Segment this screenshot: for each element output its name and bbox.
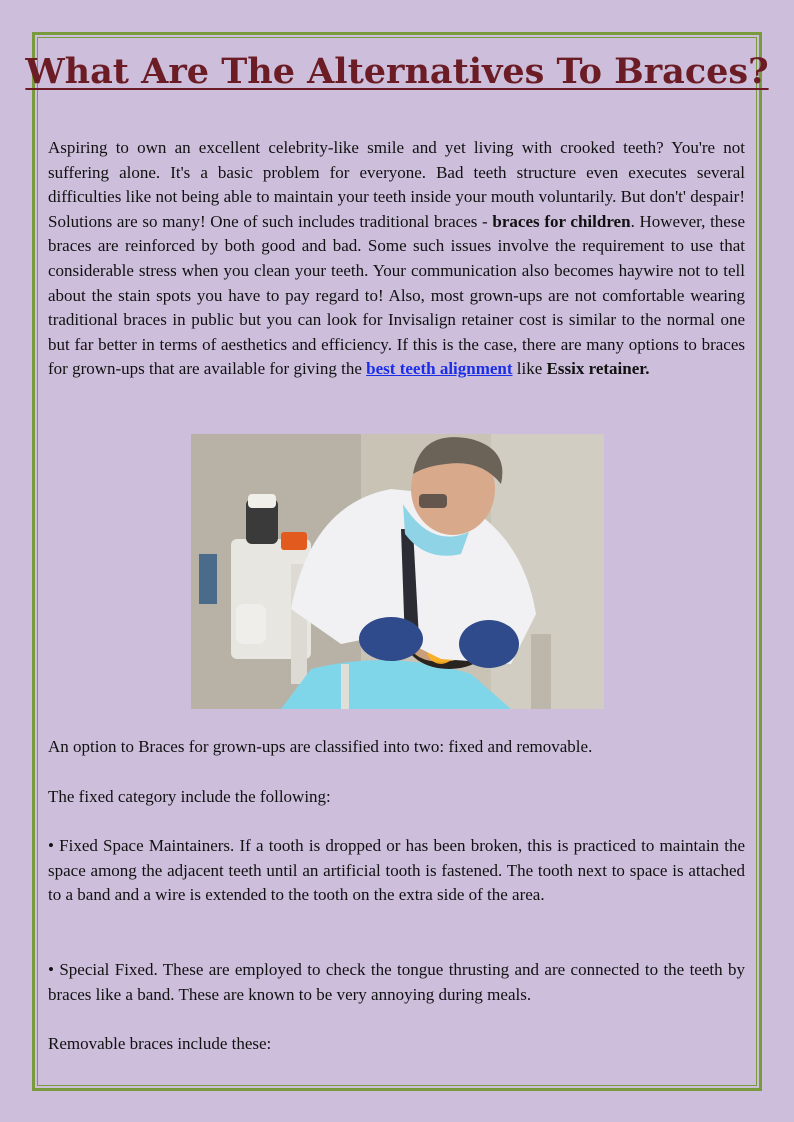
- essix-retainer-bold: Essix retainer.: [546, 359, 650, 379]
- dentist-photo: [191, 434, 604, 709]
- bullet-special-fixed: • Special Fixed. These are employed to check the tongue thrusting and are connected to the teeth by braces like a band. These are known to be very annoying during meals.: [48, 960, 745, 1004]
- intro-text-2: . However, these braces are reinforced by both good and bad. Some such issues involve the requirement to use that considerable stress when you clean your teeth. Your communication also becomes haywire not to tell about the stain spots you have to pay regard to! Also, most grown-ups are not comfortable wearing traditional braces in public but you can look for Invisalign retainer cost is similar to the normal one but far better in terms of aesthetics and efficiency. If this is the case, there are many options to braces for grown-ups that are available for giving the: [48, 211, 746, 379]
- page-title: What Are The Alternatives To Braces?: [25, 51, 769, 92]
- best-teeth-alignment-link[interactable]: best teeth alignment: [366, 359, 513, 379]
- removable-braces-heading: Removable braces include these:: [48, 1034, 272, 1053]
- fixed-category-heading: The fixed category include the following:: [48, 787, 331, 806]
- bullet-fixed-space-maintainers: • Fixed Space Maintainers. If a tooth is dropped or has been broken, this is practiced to maintain the space among the adjacent teeth until an artificial tooth is fastened. The tooth next to space is attached to a band and a wire is extended to the tooth on the extra side of the area.: [48, 836, 745, 905]
- options-paragraph: An option to Braces for grown-ups are classified into two: fixed and removable.: [48, 737, 593, 756]
- intro-paragraph: [48, 136, 745, 382]
- intro-text-3: like: [512, 359, 547, 379]
- intro-text-1: Aspiring to own an excellent celebrity-like smile and yet living with crooked teeth? You're not suffering alone. It's a basic problem for everyone. Bad teeth structure even executes several difficulties like not being able to maintain your teeth inside your mouth voluntarily. But don't' despair! Solutions are so many! One of such includes traditional braces -: [48, 138, 745, 231]
- braces-for-children-bold: braces for children: [492, 211, 631, 231]
